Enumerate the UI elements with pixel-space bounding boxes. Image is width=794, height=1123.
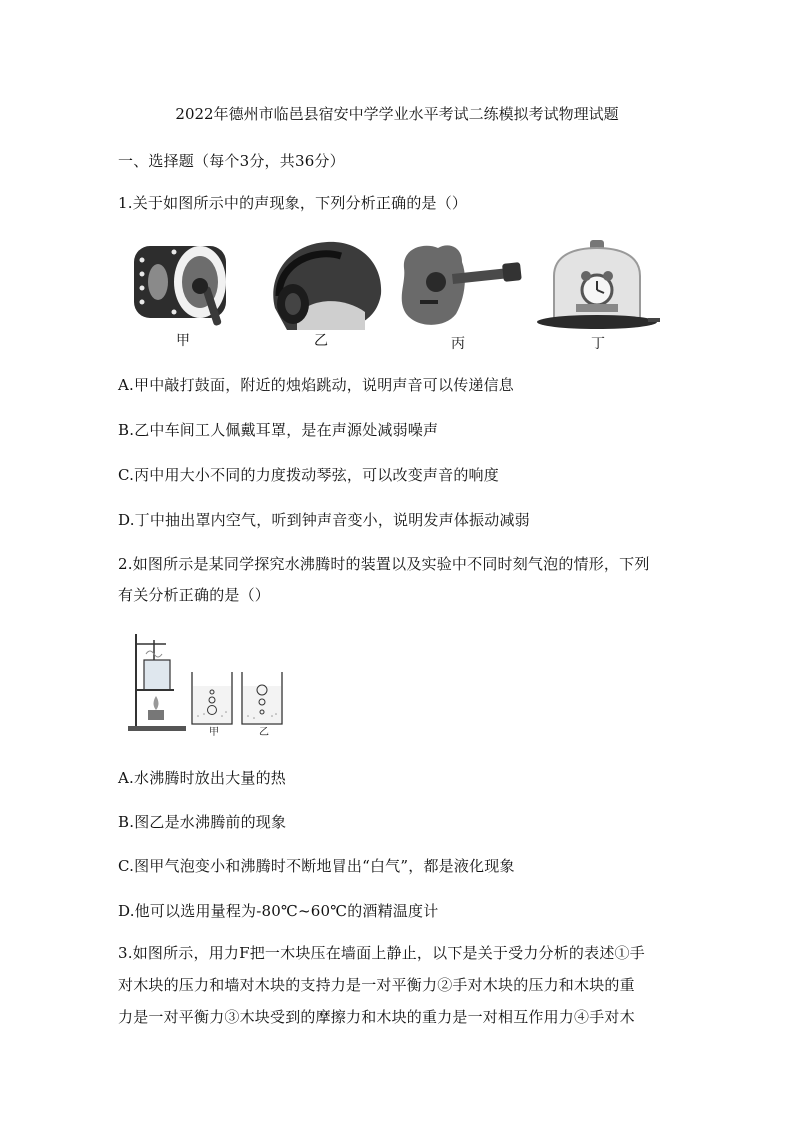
q1-option-c: C.丙中用大小不同的力度拨动琴弦，可以改变声音的响度 (118, 466, 499, 484)
q2-stem-line2: 有关分析正确的是（） (118, 586, 271, 604)
q2-option-a: A.水沸腾时放出大量的热 (118, 769, 287, 787)
drum-figure (130, 238, 230, 332)
q3-line3: 力是一对平衡力③木块受到的摩擦力和木块的重力是一对相互作用力④手对木 (118, 1008, 635, 1026)
bell-jar-figure (536, 238, 660, 332)
q1-option-d: D.丁中抽出罩内空气，听到钟声音变小，说明发声体振动减弱 (118, 511, 530, 529)
q3-line1: 3.如图所示，用力F把一木块压在墙面上静止，以下是关于受力分析的表述①手 (118, 944, 645, 962)
q1-option-b: B.乙中车间工人佩戴耳罩，是在声源处减弱噪声 (118, 421, 439, 439)
fig2-caption-yi: 乙 (259, 727, 269, 738)
q2-option-d: D.他可以选用量程为-80℃~60℃的酒精温度计 (118, 902, 439, 920)
fig1-caption-bing: 丙 (451, 336, 465, 352)
q1-stem: 1.关于如图所示中的声现象，下列分析正确的是（） (118, 194, 468, 212)
headphones-figure (257, 238, 387, 332)
q2-stem-line1: 2.如图所示是某同学探究水沸腾时的装置以及实验中不同时刻气泡的情形，下列 (118, 555, 650, 573)
page-title: 2022年德州市临邑县宿安中学学业水平考试二练模拟考试物理试题 (175, 105, 619, 123)
q1-option-a: A.甲中敲打鼓面，附近的烛焰跳动，说明声音可以传递信息 (118, 376, 515, 394)
section-heading: 一、选择题（每个3分，共36分） (118, 152, 345, 170)
q3-line2: 对木块的压力和墙对木块的支持力是一对平衡力②手对木块的压力和木块的重 (118, 976, 635, 994)
fig1-caption-jia: 甲 (176, 333, 190, 349)
fig2-caption-jia: 甲 (209, 727, 219, 738)
fig1-caption-ding: 丁 (591, 336, 605, 352)
guitar-figure (398, 238, 524, 332)
fig1-caption-yi: 乙 (314, 333, 328, 349)
boiling-apparatus-figure (126, 630, 286, 736)
q2-option-c: C.图甲气泡变小和沸腾时不断地冒出“白气”，都是液化现象 (118, 857, 515, 875)
q2-option-b: B.图乙是水沸腾前的现象 (118, 813, 287, 831)
